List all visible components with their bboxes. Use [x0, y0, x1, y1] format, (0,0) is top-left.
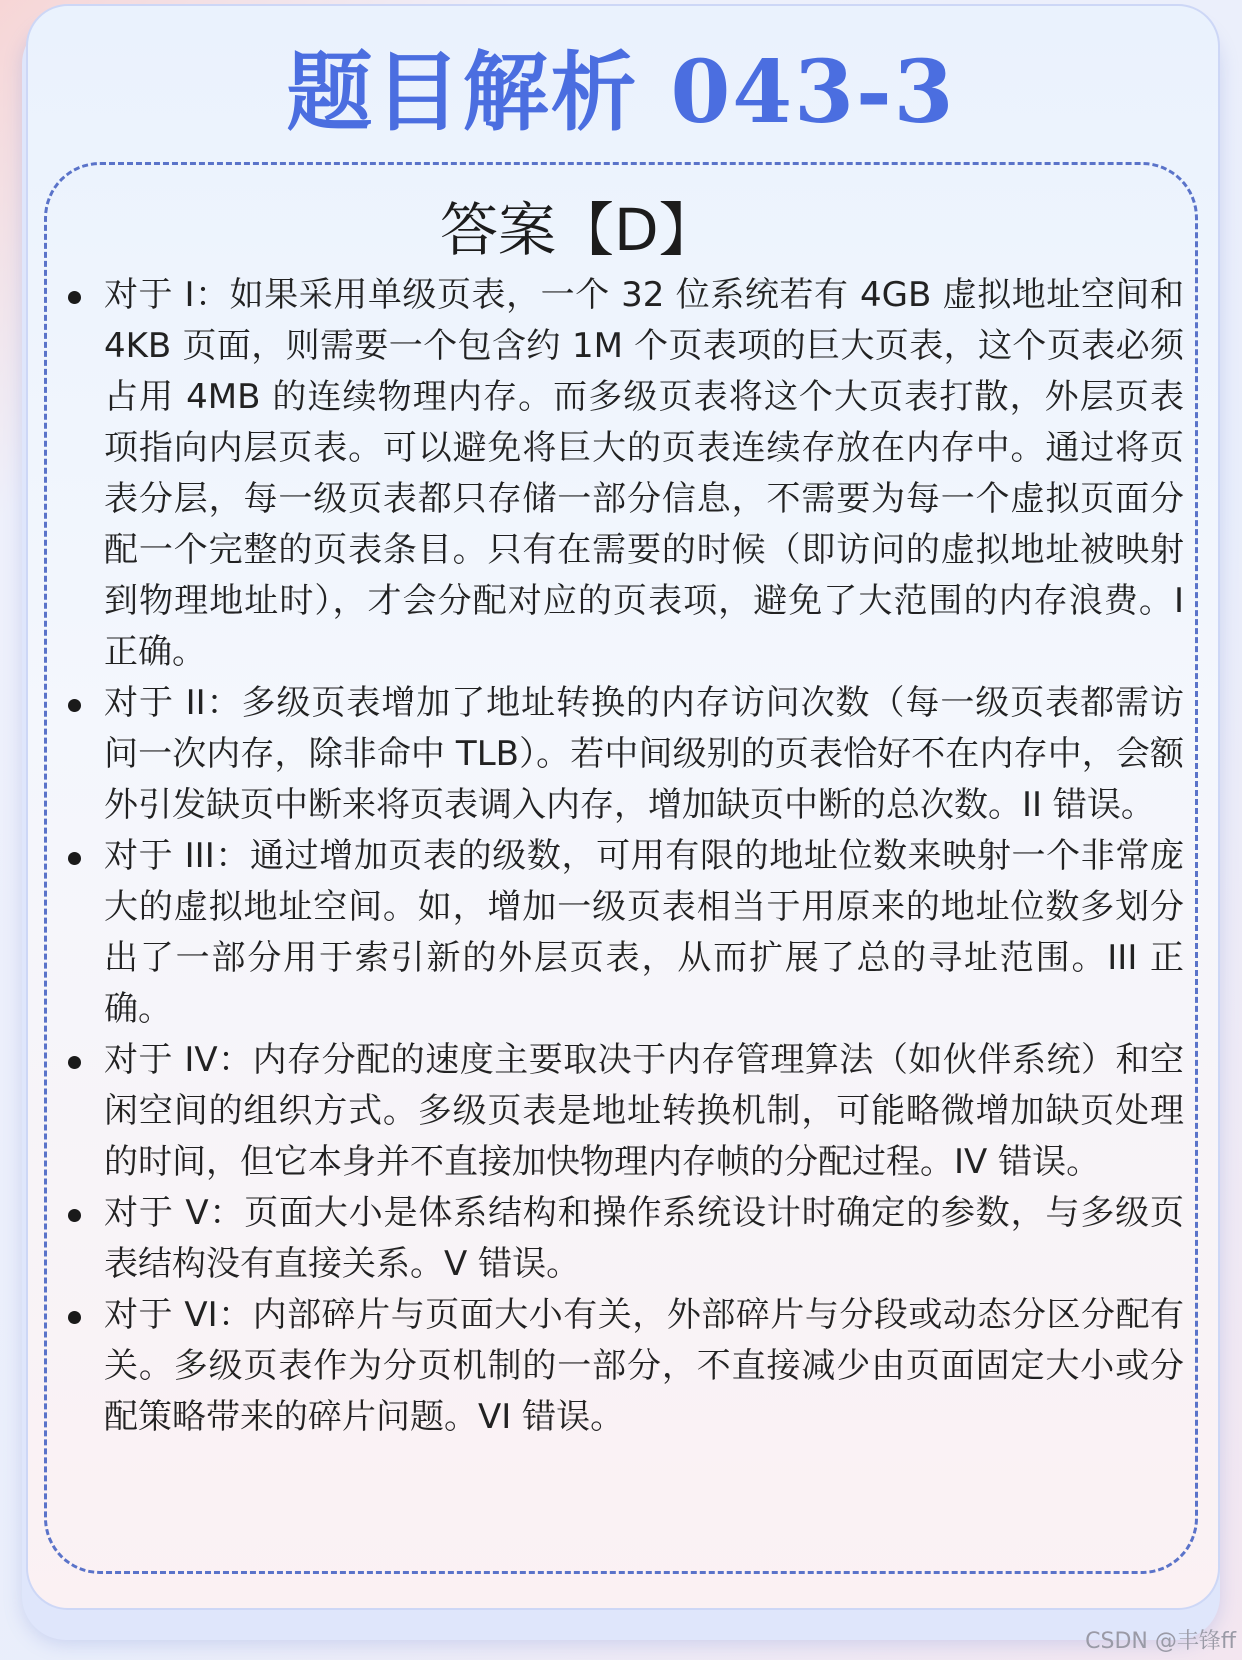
analysis-text: 对于 IV：内存分配的速度主要取决于内存管理算法（如伙伴系统）和空闲空间的组织方式。多级页表是地址转换机制，可能略微增加缺页处理的时间，但它本身并不直接加快物理内存帧的分配过程。IV 错误。 — [104, 1040, 1184, 1182]
bullet-icon — [68, 291, 81, 304]
bullet-icon — [68, 852, 81, 865]
answer-heading: 答案【D】 — [440, 196, 717, 264]
analysis-text: 对于 V：页面大小是体系结构和操作系统设计时确定的参数，与多级页表结构没有直接关系。V 错误。 — [104, 1193, 1184, 1284]
analysis-text: 对于 III：通过增加页表的级数，可用有限的地址位数来映射一个非常庞大的虚拟地址空间。如，增加一级页表相当于用原来的地址位数多划分出了一部分用于索引新的外层页表，从而扩展了总的寻址范围。III 正确。 — [104, 836, 1184, 1029]
analysis-point-4 — [64, 1035, 1184, 1188]
bullet-icon — [68, 1209, 81, 1222]
analysis-text: 对于 VI：内部碎片与页面大小有关，外部碎片与分段或动态分区分配有关。多级页表作为分页机制的一部分，不直接减少由页面固定大小或分配策略带来的碎片问题。VI 错误。 — [104, 1295, 1184, 1437]
analysis-point-5 — [64, 1188, 1184, 1290]
analysis-text: 对于 II：多级页表增加了地址转换的内存访问次数（每一级页表都需访问一次内存，除非命中 TLB）。若中间级别的页表恰好不在内存中，会额外引发缺页中断来将页表调入内存，增加缺页中断的总次数。II 错误。 — [104, 683, 1184, 825]
bullet-icon — [68, 699, 81, 712]
analysis-point-2 — [64, 678, 1184, 831]
page-title: 题目解析 043-3 — [286, 42, 956, 143]
analysis-point-1 — [64, 270, 1184, 678]
analysis-text: 对于 I：如果采用单级页表，一个 32 位系统若有 4GB 虚拟地址空间和 4KB 页面，则需要一个包含约 1M 个页表项的巨大页表，这个页表必须占用 4MB 的连续物理内存。而多级页表将这个大页表打散，外层页表项指向内层页表。可以避免将巨大的页表连续存放在内存中。通过将页表分层，每一级页表都只存储一部分信息，不需要为每一个虚拟页面分配一个完整的页表条目。只有在需要的时候（即访问的虚拟地址被映射到物理地址时），才会分配对应的页表项，避免了大范围的内存浪费。I 正确。 — [104, 275, 1184, 672]
analysis-list — [64, 270, 1184, 1443]
watermark: CSDN @丰锋ff — [1085, 1629, 1236, 1654]
analysis-point-3 — [64, 831, 1184, 1035]
bullet-icon — [68, 1056, 81, 1069]
bullet-icon — [68, 1311, 81, 1324]
analysis-point-6 — [64, 1290, 1184, 1443]
